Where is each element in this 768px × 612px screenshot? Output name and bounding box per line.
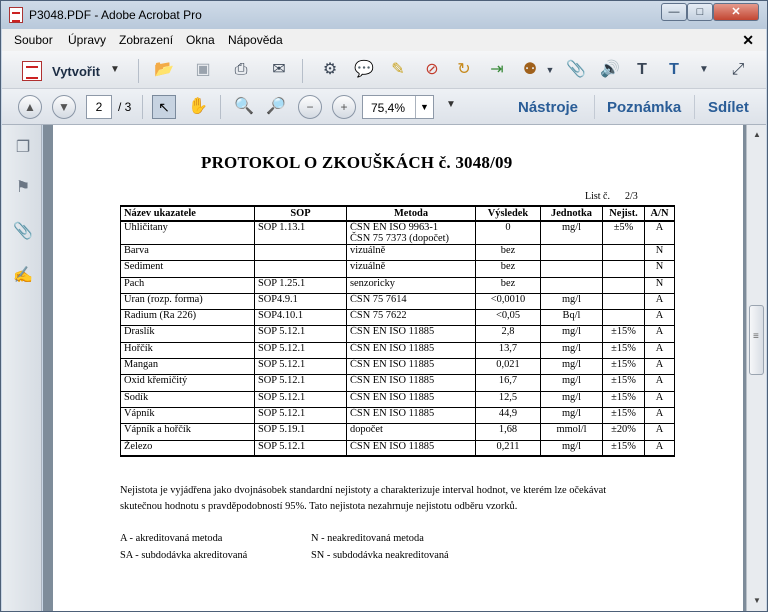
scroll-down-icon[interactable]: ▼: [753, 596, 761, 605]
table-row: [121, 261, 675, 277]
table-row: [121, 375, 675, 391]
cell-method: vizuálně: [347, 245, 476, 261]
cell-method: ČSN 75 7614: [347, 293, 476, 309]
audio-icon[interactable]: 🔊: [600, 61, 620, 78]
table-row: [121, 342, 675, 358]
navigation-toolbar: [2, 89, 766, 125]
cell-method: ČSN EN ISO 11885: [347, 391, 476, 407]
cell-unit: mg/l: [541, 342, 603, 358]
cell-parameter: Vápník a hořčík: [121, 424, 255, 440]
extract-page-icon[interactable]: ⇥: [490, 61, 504, 78]
cell-unit: mg/l: [541, 293, 603, 309]
table-row: [121, 440, 675, 456]
stamp-icon[interactable]: ⚉: [522, 61, 538, 78]
email-icon[interactable]: ✉: [272, 61, 286, 78]
page-number-input[interactable]: 2: [86, 95, 112, 119]
cell-sop: SOP4.10.1: [255, 310, 347, 326]
scroll-thumb[interactable]: [749, 305, 764, 375]
cell-parameter: Draslík: [121, 326, 255, 342]
cell-uncertainty: ±15%: [603, 375, 645, 391]
cell-uncertainty: ±15%: [603, 440, 645, 456]
cell-accreditation: A: [645, 342, 675, 358]
cell-uncertainty: ±15%: [603, 326, 645, 342]
cell-sop: [255, 245, 347, 261]
cell-result: 16,7: [476, 375, 541, 391]
cell-unit: [541, 245, 603, 261]
table-row: [121, 221, 675, 245]
menu-upravy[interactable]: Úpravy: [68, 33, 107, 47]
column-header: A/N: [645, 206, 675, 221]
navigation-pane: [2, 125, 42, 611]
chevron-down-icon[interactable]: ▼: [415, 96, 433, 118]
pdf-page: [53, 125, 743, 611]
cell-unit: Bq/l: [541, 310, 603, 326]
cell-result: 0,021: [476, 359, 541, 375]
cell-result: bez: [476, 245, 541, 261]
document-title: PROTOKOL O ZKOUŠKÁCH č. 3048/09: [201, 153, 513, 172]
cell-uncertainty: ±20%: [603, 424, 645, 440]
cell-parameter: Uran (rozp. forma): [121, 293, 255, 309]
cell-parameter: Sodík: [121, 391, 255, 407]
cell-accreditation: A: [645, 375, 675, 391]
table-row: [121, 391, 675, 407]
table-row: [121, 407, 675, 423]
cell-unit: mg/l: [541, 375, 603, 391]
cell-accreditation: A: [645, 310, 675, 326]
replace-page-icon[interactable]: ↻: [457, 61, 471, 78]
sheet-number: 2/3: [625, 191, 638, 202]
cell-sop: SOP 5.12.1: [255, 391, 347, 407]
cell-unit: mmol/l: [541, 424, 603, 440]
table-row: [121, 277, 675, 293]
table-row: [121, 293, 675, 309]
column-header: Název ukazatele: [121, 206, 255, 221]
sheet-label: List č.: [585, 191, 610, 202]
cell-sop: SOP 5.12.1: [255, 342, 347, 358]
method-line: ČSN 75 7373 (dopočet): [350, 233, 449, 244]
table-row: [121, 359, 675, 375]
cell-sop: SOP 5.19.1: [255, 424, 347, 440]
pdf-file-icon: [9, 7, 23, 23]
cell-accreditation: A: [645, 221, 675, 245]
cell-accreditation: N: [645, 261, 675, 277]
cell-accreditation: N: [645, 245, 675, 261]
cell-result: 0: [476, 221, 541, 245]
toolbar-divider: [302, 59, 303, 83]
cell-method: ČSN EN ISO 11885: [347, 407, 476, 423]
page-total: / 3: [118, 100, 132, 114]
cell-parameter: Oxid křemičitý: [121, 375, 255, 391]
cell-uncertainty: ±5%: [603, 221, 645, 245]
cell-method: vizuálně: [347, 261, 476, 277]
more-options-icon[interactable]: ▼: [446, 99, 456, 110]
cell-method: ČSN EN ISO 11885: [347, 326, 476, 342]
cell-uncertainty: [603, 293, 645, 309]
previous-page-button[interactable]: ▲: [18, 95, 42, 119]
zoom-in-button[interactable]: +: [332, 95, 356, 119]
zoom-select[interactable]: [362, 95, 434, 119]
menu-soubor[interactable]: Soubor: [14, 33, 53, 47]
cell-sop: SOP 5.12.1: [255, 407, 347, 423]
zoom-out-button[interactable]: −: [298, 95, 322, 119]
table-row: [121, 310, 675, 326]
title-bar: [1, 1, 767, 29]
cell-sop: [255, 261, 347, 277]
close-document-icon[interactable]: ✕: [742, 32, 754, 48]
cell-accreditation: A: [645, 407, 675, 423]
cell-parameter: Sediment: [121, 261, 255, 277]
cell-result: <0,05: [476, 310, 541, 326]
cell-result: bez: [476, 261, 541, 277]
legend-non-accredited: N - neakreditovaná metoda: [311, 533, 424, 544]
more-tools-icon[interactable]: ▼: [699, 64, 709, 75]
signatures-icon[interactable]: ✍: [13, 267, 33, 284]
cell-result: 2,8: [476, 326, 541, 342]
cell-sop: SOP 5.12.1: [255, 375, 347, 391]
cell-unit: mg/l: [541, 440, 603, 456]
cell-sop: SOP 5.12.1: [255, 359, 347, 375]
cell-uncertainty: ±15%: [603, 391, 645, 407]
cell-method: senzoricky: [347, 277, 476, 293]
menu-okna[interactable]: Okna: [186, 33, 215, 47]
gear-icon[interactable]: ⚙: [322, 61, 338, 78]
cell-result: 12,5: [476, 391, 541, 407]
marquee-zoom-icon[interactable]: 🔍: [234, 98, 254, 115]
close-window-button[interactable]: ✕: [713, 3, 759, 21]
toolbar-divider: [138, 59, 139, 83]
cell-parameter: Vápník: [121, 407, 255, 423]
cell-method: ČSN EN ISO 11885: [347, 359, 476, 375]
menu-napoveda[interactable]: Nápověda: [228, 33, 283, 47]
cell-unit: mg/l: [541, 221, 603, 245]
chevron-down-icon: ▼: [110, 64, 120, 75]
table-row: [121, 245, 675, 261]
cell-method: ČSN EN ISO 11885: [347, 440, 476, 456]
cell-method: [347, 221, 476, 245]
cell-uncertainty: ±15%: [603, 359, 645, 375]
open-folder-icon[interactable]: 📂: [154, 61, 174, 78]
cell-result: 13,7: [476, 342, 541, 358]
window-title: P3048.PDF - Adobe Acrobat Pro: [29, 8, 202, 22]
cell-result: 0,211: [476, 440, 541, 456]
results-table: [120, 205, 675, 457]
dynamic-zoom-icon[interactable]: 🔎: [266, 98, 286, 115]
scroll-up-icon[interactable]: ▲: [753, 130, 761, 139]
cell-parameter: Hořčík: [121, 342, 255, 358]
cell-parameter: Železo: [121, 440, 255, 456]
tools-pane-button[interactable]: Nástroje: [518, 99, 579, 116]
highlight-icon[interactable]: ✎: [391, 61, 405, 78]
page-thumbnails-icon[interactable]: ❐: [15, 139, 31, 156]
delete-page-icon[interactable]: ⊘: [425, 61, 439, 78]
share-pane-button[interactable]: Sdílet: [708, 99, 749, 116]
footnote-line: Nejistota je vyjádřena jako dvojnásobek standardní nejistoty a charakterizuje interval hodnot, ve kterém lze očekávat: [120, 485, 607, 496]
cell-parameter: Mangan: [121, 359, 255, 375]
cell-result: <0,0010: [476, 293, 541, 309]
maximize-button[interactable]: □: [687, 3, 713, 21]
cell-unit: mg/l: [541, 407, 603, 423]
create-button[interactable]: [22, 59, 122, 83]
uncertainty-note: [120, 483, 680, 515]
cell-accreditation: N: [645, 277, 675, 293]
comment-icon[interactable]: 💬: [354, 61, 374, 78]
cell-accreditation: A: [645, 424, 675, 440]
comment-pane-button[interactable]: Poznámka: [607, 99, 682, 116]
cell-sop: SOP 1.13.1: [255, 221, 347, 245]
column-header: Jednotka: [541, 206, 603, 221]
cell-sop: SOP 5.12.1: [255, 440, 347, 456]
next-page-button[interactable]: ▼: [52, 95, 76, 119]
hand-tool-icon[interactable]: ✋: [188, 98, 208, 115]
create-label: Vytvořit: [52, 64, 100, 79]
toolbar-divider: [142, 95, 143, 119]
cell-accreditation: A: [645, 391, 675, 407]
cell-unit: mg/l: [541, 391, 603, 407]
cell-unit: mg/l: [541, 326, 603, 342]
footnote-line: skutečnou hodnotu s pravděpodobností 95%. Tato nejistota nezahrnuje nejistotu odběru vzorků.: [120, 501, 518, 512]
column-header: SOP: [255, 206, 347, 221]
table-header-row: [121, 206, 675, 221]
vertical-scrollbar[interactable]: [746, 125, 766, 611]
column-header: Metoda: [347, 206, 476, 221]
cell-result: 1,68: [476, 424, 541, 440]
legend-subcontract-accredited: SA - subdodávka akreditovaná: [120, 550, 248, 561]
cell-uncertainty: ±15%: [603, 407, 645, 423]
cell-parameter: Radium (Ra 226): [121, 310, 255, 326]
cell-result: 44,9: [476, 407, 541, 423]
cell-unit: [541, 261, 603, 277]
cell-parameter: Uhličitany: [121, 221, 255, 245]
table-row: [121, 424, 675, 440]
document-view[interactable]: [43, 125, 746, 611]
expand-icon[interactable]: ⤢: [731, 61, 745, 78]
edit-text-icon[interactable]: T: [637, 61, 647, 78]
cell-parameter: Pach: [121, 277, 255, 293]
legend-accredited: A - akreditovaná metoda: [120, 533, 223, 544]
cell-unit: [541, 277, 603, 293]
bookmarks-icon[interactable]: ⚑: [15, 179, 31, 196]
minimize-button[interactable]: ―: [661, 3, 687, 21]
cell-accreditation: A: [645, 293, 675, 309]
cell-uncertainty: [603, 261, 645, 277]
pane-divider: [594, 95, 595, 119]
cell-accreditation: A: [645, 440, 675, 456]
legend-subcontract-non-accredited: SN - subdodávka neakreditovaná: [311, 550, 449, 561]
method-line: ČSN EN ISO 9963-1: [350, 222, 439, 233]
cell-parameter: Barva: [121, 245, 255, 261]
attach-icon[interactable]: 📎: [566, 61, 586, 78]
chevron-down-icon[interactable]: ▼: [545, 65, 555, 75]
save-icon[interactable]: ▣: [195, 61, 211, 78]
cell-uncertainty: [603, 277, 645, 293]
column-header: Výsledek: [476, 206, 541, 221]
create-pdf-icon: [22, 61, 42, 81]
cell-uncertainty: [603, 310, 645, 326]
pane-divider: [694, 95, 695, 119]
cell-accreditation: A: [645, 326, 675, 342]
attachments-icon[interactable]: 📎: [13, 223, 33, 240]
toolbar-divider: [220, 95, 221, 119]
main-toolbar: [2, 51, 766, 89]
cell-method: ČSN EN ISO 11885: [347, 375, 476, 391]
cell-method: ČSN 75 7622: [347, 310, 476, 326]
table-row: [121, 326, 675, 342]
cell-method: ČSN EN ISO 11885: [347, 342, 476, 358]
menu-zobrazeni[interactable]: Zobrazení: [119, 33, 174, 47]
cell-unit: mg/l: [541, 359, 603, 375]
cell-method: dopočet: [347, 424, 476, 440]
cell-sop: SOP4.9.1: [255, 293, 347, 309]
menu-bar: [2, 29, 766, 51]
cell-uncertainty: ±15%: [603, 342, 645, 358]
text-replace-icon[interactable]: T: [669, 61, 679, 78]
cell-uncertainty: [603, 245, 645, 261]
zoom-value: 75,4%: [371, 101, 406, 115]
cell-sop: SOP 5.12.1: [255, 326, 347, 342]
column-header: Nejist.: [603, 206, 645, 221]
print-icon[interactable]: ⎙: [234, 61, 248, 78]
cell-sop: SOP 1.25.1: [255, 277, 347, 293]
cell-accreditation: A: [645, 359, 675, 375]
cell-result: bez: [476, 277, 541, 293]
select-cursor-icon[interactable]: ↖: [152, 95, 176, 119]
